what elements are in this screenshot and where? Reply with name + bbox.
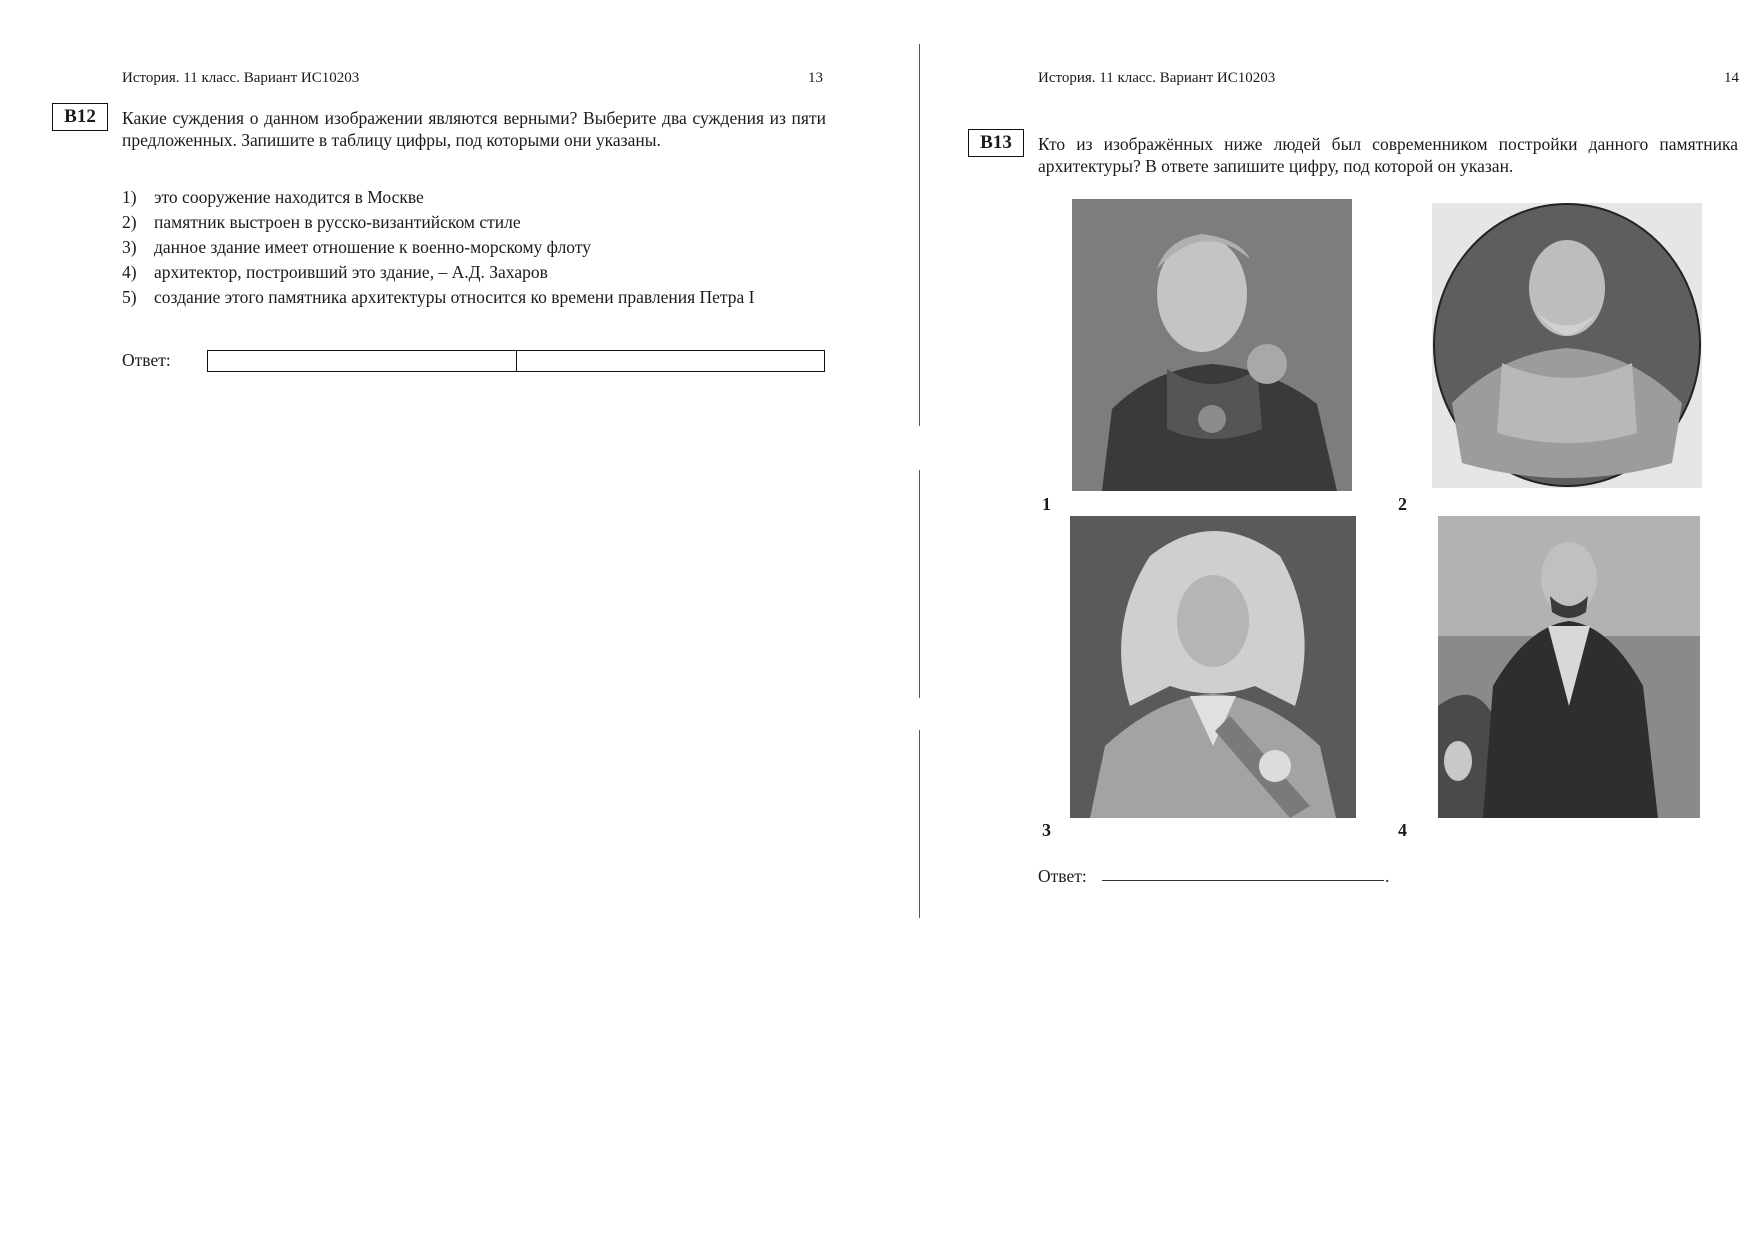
left-page-header: История. 11 класс. Вариант ИС10203: [122, 70, 360, 86]
task-b12-options: [122, 186, 826, 311]
option-item: [122, 286, 826, 308]
answer-table-b12: [207, 350, 825, 372]
option-number: 2): [122, 212, 137, 232]
option-item: [122, 261, 826, 283]
option-text: создание этого памятника архитектуры относится ко времени правления Петра I: [154, 287, 755, 307]
option-item: [122, 211, 826, 233]
option-text: это сооружение находится в Москве: [154, 187, 424, 207]
task-label-b13: B13: [968, 129, 1024, 157]
answer-label-b13: Ответ:: [1038, 866, 1087, 886]
portrait-4: [1438, 516, 1700, 818]
option-item: [122, 236, 826, 258]
option-number: 4): [122, 262, 137, 282]
answer-cell-1[interactable]: [208, 351, 516, 371]
portrait-2: [1432, 203, 1702, 488]
portrait-number-2: 2: [1398, 494, 1407, 514]
option-number: 5): [122, 287, 137, 307]
portrait-seated-statesman-icon: [1438, 516, 1700, 818]
option-item: [122, 186, 826, 208]
option-number: 1): [122, 187, 137, 207]
portrait-1: [1072, 199, 1352, 491]
right-page-header: История. 11 класс. Вариант ИС10203: [1038, 70, 1276, 86]
answer-end-dot: .: [1385, 866, 1390, 886]
portrait-nobleman-wig-icon: [1070, 516, 1356, 818]
task-b13-question: Кто из изображённых ниже людей был современником постройки данного памятника архитектуры? В ответе запишите цифру, под которой он указан.: [1038, 134, 1738, 176]
right-page-number: 14: [1724, 70, 1739, 86]
portrait-elderly-general-oval-icon: [1432, 203, 1702, 488]
answer-input-b13[interactable]: [1102, 880, 1384, 881]
option-number: 3): [122, 237, 137, 257]
portrait-military-officer-icon: [1072, 199, 1352, 491]
right-page: [920, 0, 1754, 1239]
answer-label-b12: Ответ:: [122, 350, 171, 370]
portrait-number-3: 3: [1042, 820, 1051, 840]
answer-cell-2[interactable]: [516, 351, 825, 371]
portrait-number-4: 4: [1398, 820, 1407, 840]
option-text: архитектор, построивший это здание, – А.Д. Захаров: [154, 262, 548, 282]
task-label-b12: B12: [52, 103, 108, 131]
option-text: памятник выстроен в русско-византийском стиле: [154, 212, 521, 232]
option-text: данное здание имеет отношение к военно-морскому флоту: [154, 237, 591, 257]
task-b12-question: Какие суждения о данном изображении являются верными? Выберите два суждения из пяти предложенных. Запишите в таблицу цифры, под которыми они указаны.: [122, 108, 826, 150]
portrait-number-1: 1: [1042, 494, 1051, 514]
portrait-3: [1070, 516, 1356, 818]
left-page-number: 13: [808, 70, 823, 86]
